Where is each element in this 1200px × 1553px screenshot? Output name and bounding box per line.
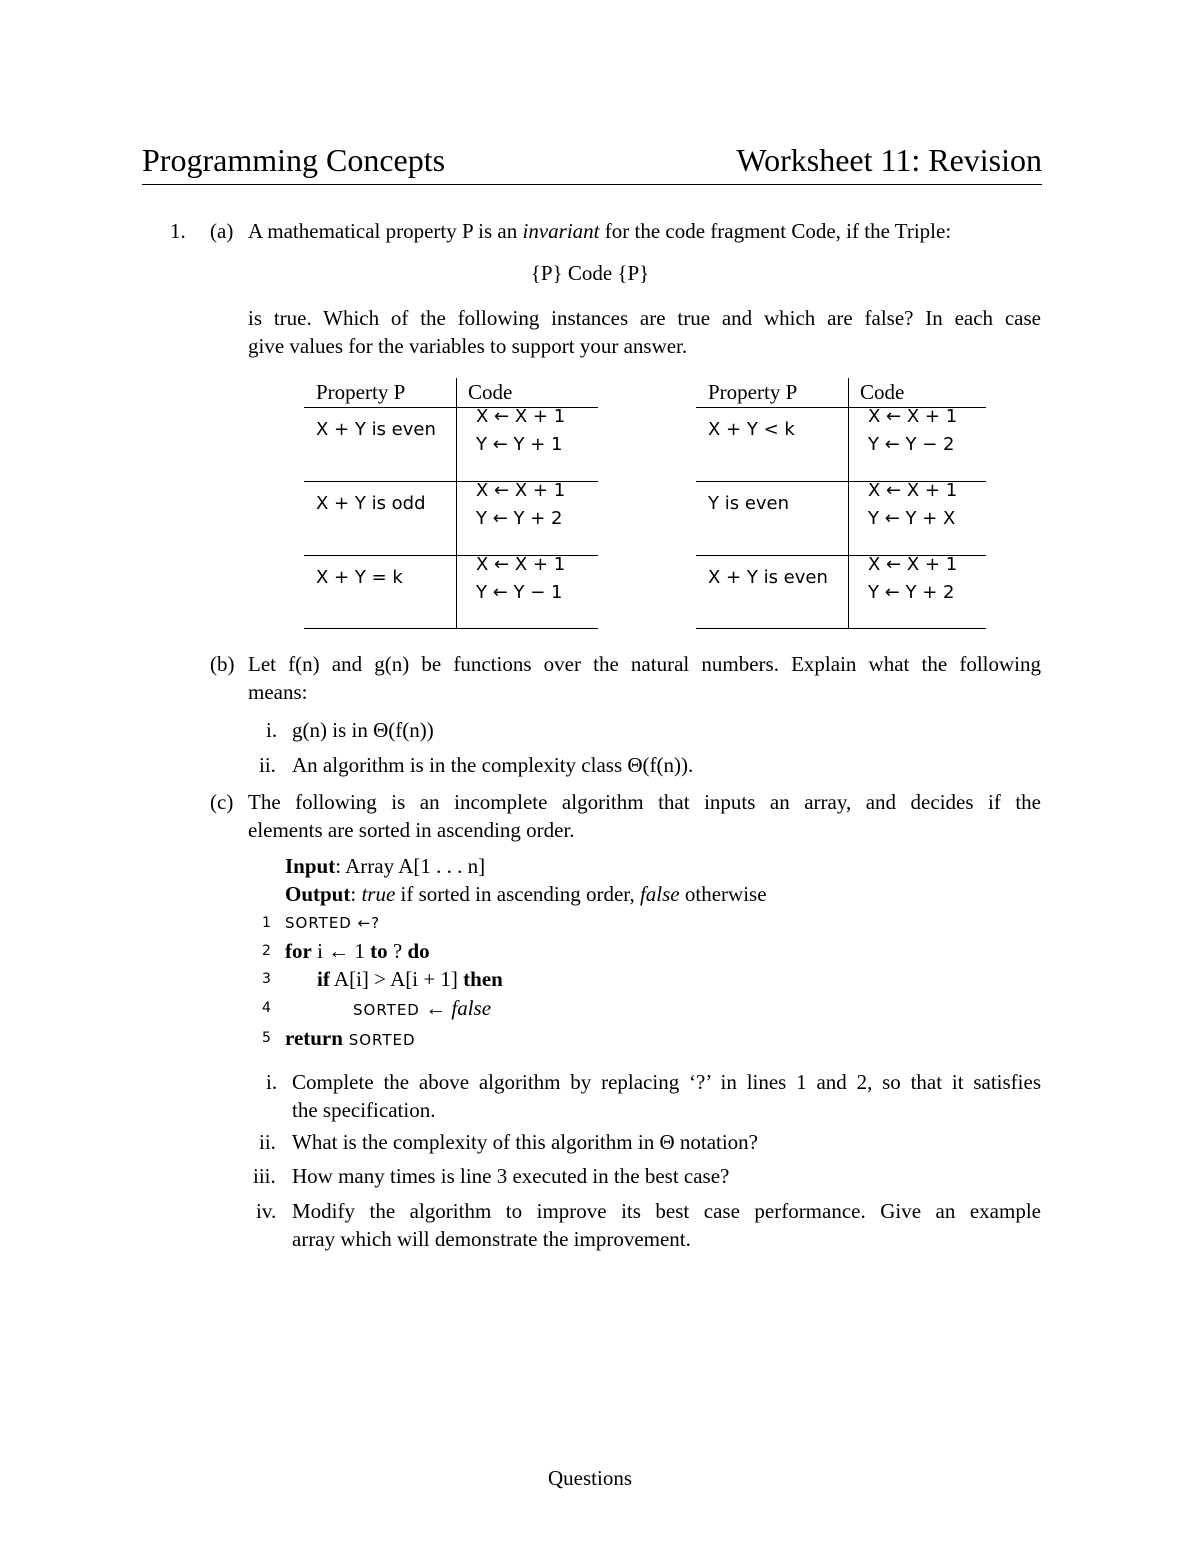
table-row-code-line: Y ← Y + 2 [476,508,563,529]
page-footer: Questions [548,1466,632,1490]
course-title: Programming Concepts [142,142,446,178]
table-header-code: Code [860,380,905,404]
invariant-term: invariant [522,219,600,243]
invariant-table-left [304,378,598,628]
table-row-code-line: X ← X + 1 [476,554,566,575]
part-c-item-text: Complete the above algorithm by replacing ‘?’ in lines 1 and 2, so that it satisfies [292,1070,1041,1094]
part-a-question-line1: is true. Which of the following instances are true and which are false? In each case [248,306,1041,330]
algorithm-line-number: 1 [262,915,271,931]
table-bottom-rule [696,628,986,629]
table-row-code-line: Y ← Y − 1 [476,582,563,603]
part-b-line2: means: [248,680,308,704]
table-column-divider [848,378,849,628]
algorithm-line: return SORTED [285,1026,416,1050]
algorithm-line: SORTED ← false [353,996,492,1020]
table-row-code-line: X ← X + 1 [476,480,566,501]
part-b-label: (b) [210,652,235,676]
algorithm-output: Output: true if sorted in ascending order, false otherwise [285,882,767,906]
algorithm-line-number: 5 [262,1030,271,1046]
algorithm-line: if A[i] > A[i + 1] then [317,967,503,991]
algorithm-line: SORTED ←? [285,914,381,932]
table-header-property: Property P [708,380,798,404]
part-a-label: (a) [210,219,234,243]
part-c-line2: elements are sorted in ascending order. [248,818,575,842]
part-a-intro: A mathematical property P is an invariant for the code fragment Code, if the Triple: [248,219,952,243]
part-c-item-label: iv. [256,1199,277,1223]
table-row-code-line: X ← X + 1 [476,406,566,427]
part-c-label: (c) [210,790,234,814]
table-row-code-line: X ← X + 1 [868,480,958,501]
part-c-item-text: What is the complexity of this algorithm in Θ notation? [292,1130,758,1154]
algorithm-line-number: 4 [262,1000,271,1016]
invariant-table-right [696,378,990,628]
part-c-item-text: How many times is line 3 executed in the best case? [292,1164,730,1188]
algorithm-line-number: 2 [262,943,271,959]
table-header-property: Property P [316,380,406,404]
part-c-item-label: ii. [259,1130,276,1154]
table-row-property: X + Y is odd [316,493,426,514]
part-a-question-line2: give values for the variables to support your answer. [248,334,688,358]
table-row-code-line: Y ← Y − 2 [868,434,955,455]
table-column-divider [456,378,457,628]
worksheet-title: Worksheet 11: Revision [736,142,1042,178]
part-c-item-label: iii. [253,1164,276,1188]
part-c-item-text: array which will demonstrate the improvement. [292,1227,691,1251]
question-number: 1. [170,219,186,243]
table-row-property: X + Y is even [708,567,828,588]
table-row-code-line: Y ← Y + 2 [868,582,955,603]
part-b-item-text: An algorithm is in the complexity class Θ(f(n)). [292,753,694,777]
table-row-property: X + Y is even [316,419,436,440]
part-b-item-label: ii. [259,753,276,777]
part-c-item-text: Modify the algorithm to improve its best case performance. Give an example [292,1199,1041,1223]
table-row-property: X + Y < k [708,419,795,440]
table-row-code-line: X ← X + 1 [868,406,958,427]
part-b-item-label: i. [266,718,278,742]
part-c-line1: The following is an incomplete algorithm that inputs an array, and decides if the [248,790,1041,814]
page-header [142,140,1042,185]
algorithm-line-number: 3 [262,971,271,987]
part-b-item-text: g(n) is in Θ(f(n)) [292,718,434,742]
algorithm-line: for i ← 1 to ? do [285,939,430,963]
algorithm-input: Input: Array A[1 . . . n] [285,854,486,878]
part-c-item-label: i. [266,1070,278,1094]
hoare-triple: {P} Code {P} [530,261,650,285]
table-row-property: X + Y = k [316,567,403,588]
part-c-item-text: the specification. [292,1098,436,1122]
table-bottom-rule [304,628,598,629]
part-b-line1: Let f(n) and g(n) be functions over the natural numbers. Explain what the following [248,652,1041,676]
table-row-code-line: X ← X + 1 [868,554,958,575]
table-header-code: Code [468,380,513,404]
table-row-code-line: Y ← Y + X [868,508,956,529]
table-row-code-line: Y ← Y + 1 [476,434,563,455]
table-row-property: Y is even [708,493,790,514]
